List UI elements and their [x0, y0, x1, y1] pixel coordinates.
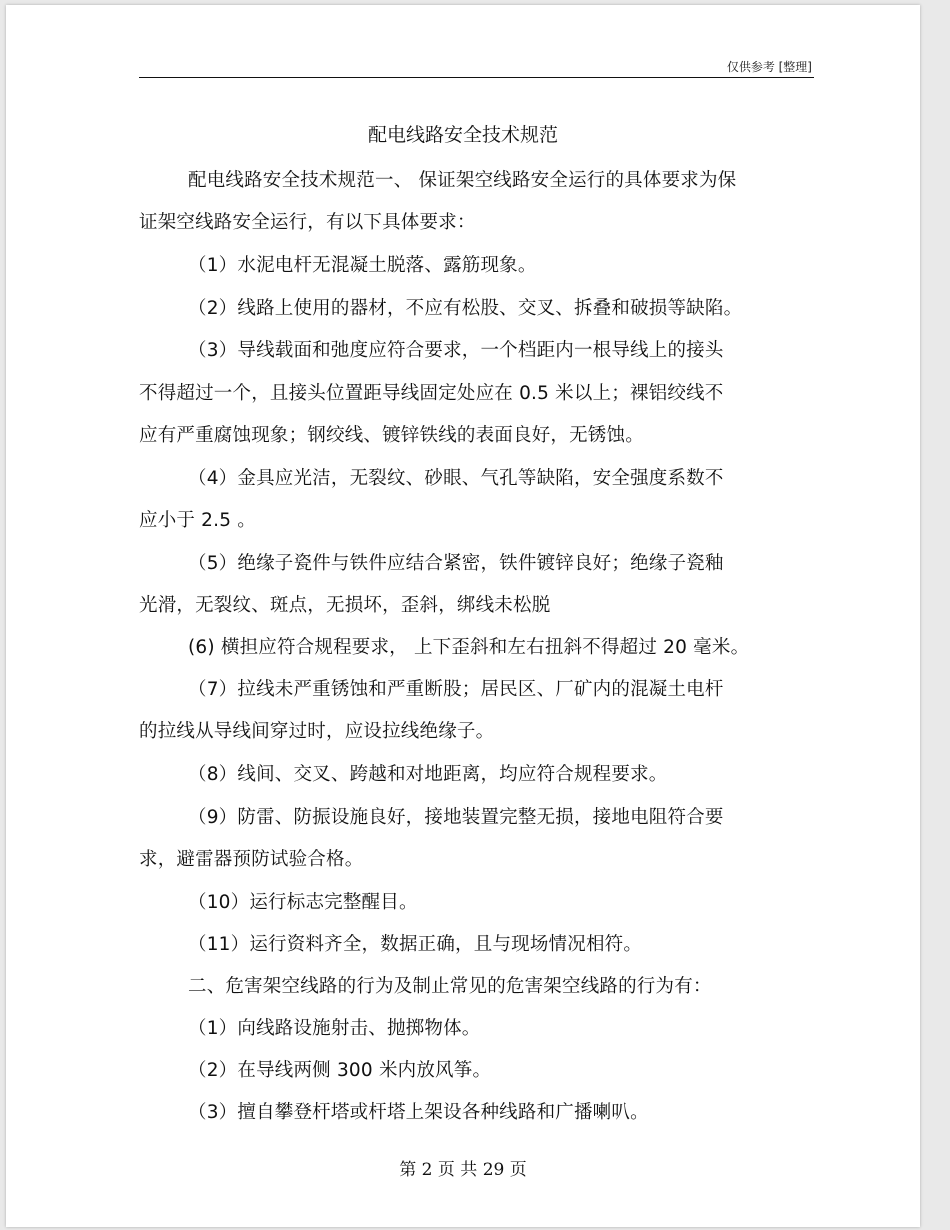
body-line: （1）水泥电杆无混凝土脱落、露筋现象。	[188, 255, 537, 276]
page-number: 第 2 页 共 29 页	[399, 1160, 527, 1180]
body-line: （10）运行标志完整醒目。	[188, 892, 418, 913]
body-line: 应小于 2.5 。	[139, 510, 256, 531]
body-line: （3）导线载面和弛度应符合要求，一个档距内一根导线上的接头	[188, 340, 724, 361]
body-line: 配电线路安全技术规范一、 保证架空线路安全运行的具体要求为保	[188, 170, 737, 191]
header-divider	[139, 77, 814, 78]
body-line: （7）拉线未严重锈蚀和严重断股；居民区、厂矿内的混凝土电杆	[188, 679, 724, 700]
body-line: 的拉线从导线间穿过时，应设拉线绝缘子。	[139, 721, 495, 742]
header-note: 仅供参考 [整理]	[726, 60, 812, 74]
body-line: (6) 横担应符合规程要求， 上下歪斜和左右扭斜不得超过 20 毫米。	[188, 637, 750, 658]
body-line: 应有严重腐蚀现象；钢绞线、镀锌铁线的表面良好，无锈蚀。	[139, 425, 644, 446]
body-line: （9）防雷、防振设施良好，接地装置完整无损，接地电阻符合要	[188, 807, 724, 828]
body-line: 光滑，无裂纹、斑点，无损坏，歪斜，绑线未松脱	[139, 595, 551, 616]
body-line: （11）运行资料齐全，数据正确，且与现场情况相符。	[188, 934, 643, 955]
body-line: （2）在导线两侧 300 米内放风筝。	[188, 1060, 492, 1081]
body-line: （2）线路上使用的器材，不应有松股、交叉、拆叠和破损等缺陷。	[188, 298, 743, 319]
body-line: （1）向线路设施射击、抛掷物体。	[188, 1018, 481, 1039]
body-line: （4）金具应光洁，无裂纹、砂眼、气孔等缺陷，安全强度系数不	[188, 468, 724, 489]
body-line: 证架空线路安全运行，有以下具体要求：	[139, 212, 476, 233]
document-page	[6, 5, 920, 1227]
body-line: （8）线间、交叉、跨越和对地距离，均应符合规程要求。	[188, 764, 668, 785]
body-line: （5）绝缘子瓷件与铁件应结合紧密，铁件镀锌良好；绝缘子瓷釉	[188, 553, 724, 574]
body-line: 不得超过一个，且接头位置距导线固定处应在 0.5 米以上；裸铝绞线不	[139, 383, 724, 404]
body-line: 二、危害架空线路的行为及制止常见的危害架空线路的行为有：	[188, 976, 712, 997]
body-line: （3）擅自攀登杆塔或杆塔上架设各种线路和广播喇叭。	[188, 1102, 649, 1123]
body-line: 求，避雷器预防试验合格。	[139, 849, 364, 870]
document-title: 配电线路安全技术规范	[367, 124, 558, 146]
